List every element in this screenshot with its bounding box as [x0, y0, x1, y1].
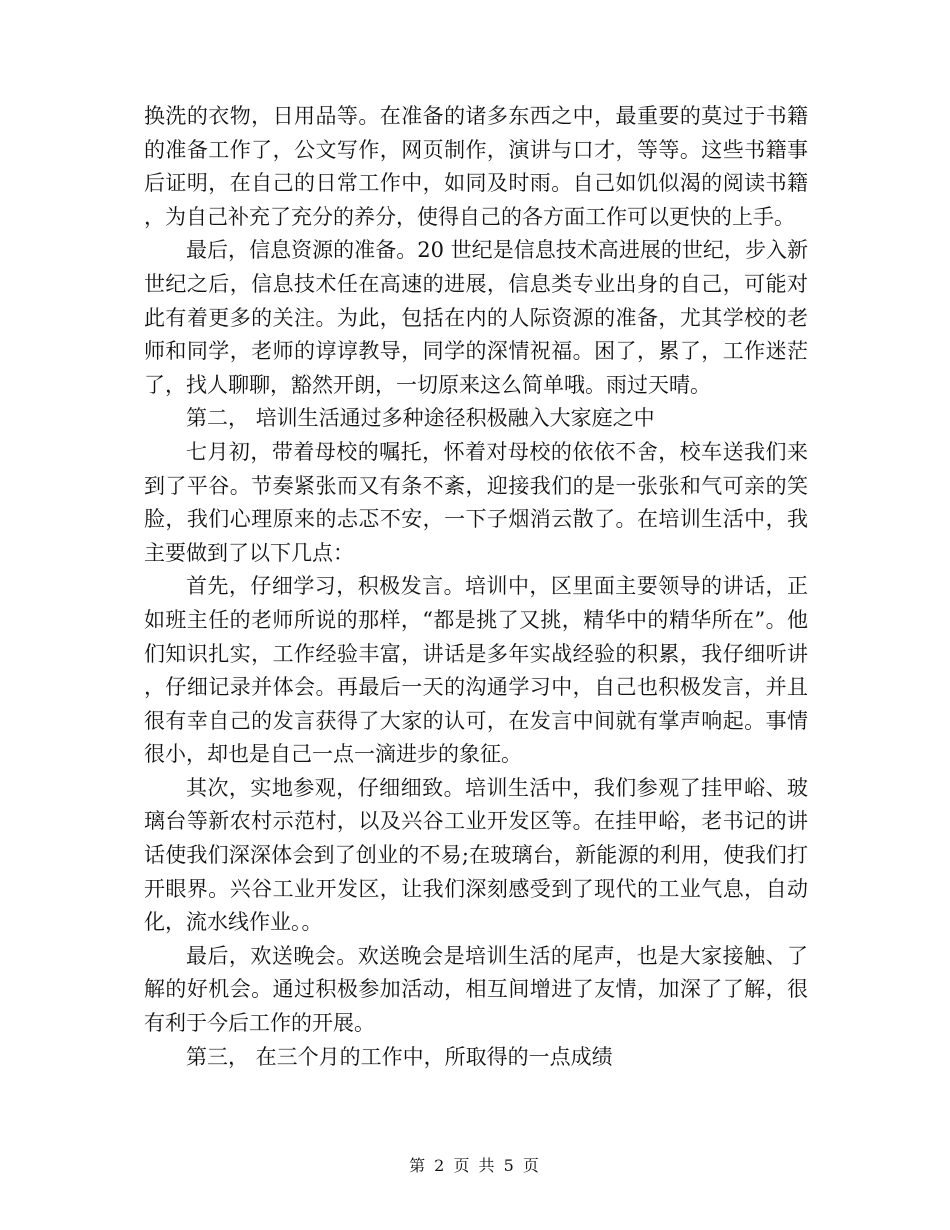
page-number-footer: 第 2 页 共 5 页: [409, 1156, 541, 1175]
paragraph: 首先，仔细学习，积极发言。培训中，区里面主要领导的讲话，正如班主任的老师所说的那样，“都是挑了又挑，精华中的精华所在”。他们知识扎实，工作经验丰富，讲话是多年实战经验的积累，我仔细听讲，仔细记录并体会。再最后一天的沟通学习中，自己也积极发言，并且很有幸自己的发言获得了大家的认可，在发言中间就有掌声响起。事情很小，却也是自己一点一滴进步的象征。: [144, 574, 808, 767]
document-body: [144, 100, 808, 1074]
paragraph: 最后，欢送晚会。欢送晚会是培训生活的尾声，也是大家接触、了解的好机会。通过积极参加活动，相互间增进了友情，加深了了解，很有利于今后工作的开展。: [144, 943, 808, 1036]
section-heading: 第二， 培训生活通过多种途径积极融入大家庭之中: [186, 406, 655, 431]
paragraph: 最后，信息资源的准备。20 世纪是信息技术高进展的世纪，步入新世纪之后，信息技术任在高速的进展，信息类专业出身的自己，可能对此有着更多的关注。为此，包括在内的人际资源的准备，尤其学校的老师和同学，老师的谆谆教导，同学的深情祝福。困了，累了，工作迷茫了，找人聊聊，豁然开朗，一切原来这么简单哦。雨过天晴。: [144, 238, 808, 397]
paragraph: 七月初，带着母校的嘱托，怀着对母校的依依不舍，校车送我们来到了平谷。节奏紧张而又有条不紊，迎接我们的是一张张和气可亲的笑脸，我们心理原来的忐忑不安，一下子烟消云散了。在培训生活中，我主要做到了以下几点：: [144, 439, 808, 565]
paragraph: 换洗的衣物，日用品等。在准备的诸多东西之中，最重要的莫过于书籍的准备工作了，公文写作，网页制作，演讲与口才，等等。这些书籍事后证明，在自己的日常工作中，如同及时雨。自己如饥似渴的阅读书籍，为自己补充了充分的养分，使得自己的各方面工作可以更快的上手。: [144, 104, 808, 229]
section-heading: 第三， 在三个月的工作中，所取得的一点成绩: [186, 1044, 613, 1069]
paragraph: 其次，实地参观，仔细细致。培训生活中，我们参观了挂甲峪、玻璃台等新农村示范村，以及兴谷工业开发区等。在挂甲峪，老书记的讲话使我们深深体会到了创业的不易;在玻璃台，新能源的利用，使我们打开眼界。兴谷工业开发区，让我们深刻感受到了现代的工业气息，自动化，流水线作业。。: [144, 775, 808, 935]
